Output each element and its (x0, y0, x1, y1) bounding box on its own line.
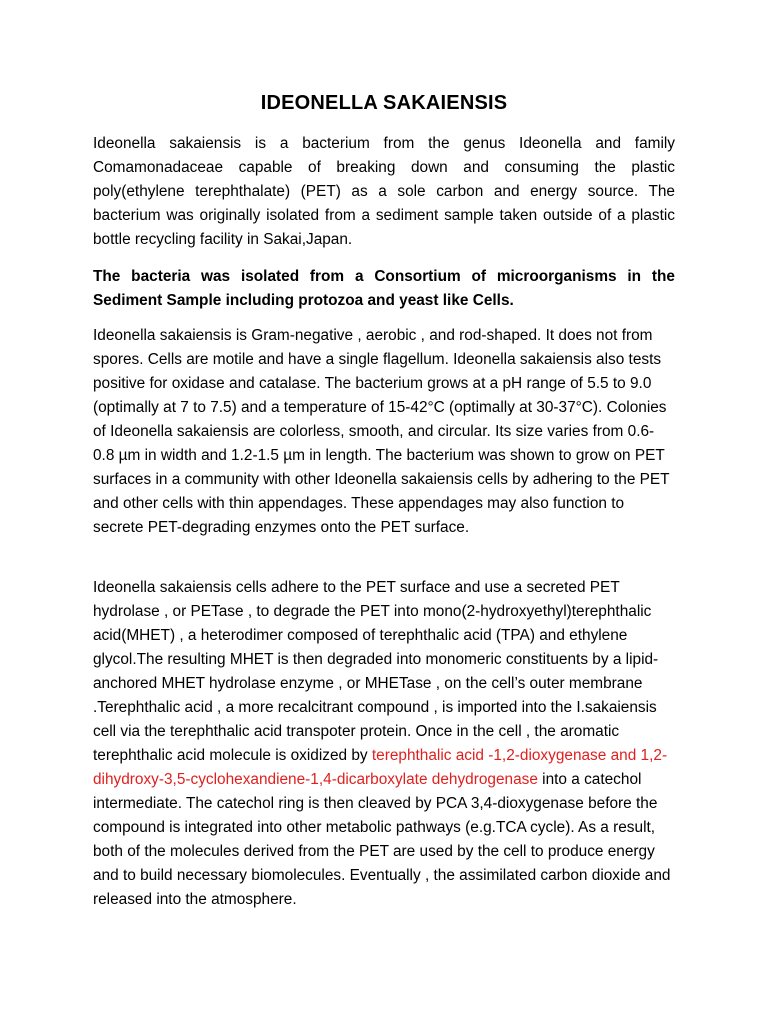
paragraph-intro: Ideonella sakaiensis is a bacterium from the genus Ideonella and family Comamonadaceae capable of breaking down and consuming the plastic poly(ethylene terephthalate) (PET) as a sole carbon and energy source. The bacterium was originally isolated from a sediment sample taken outside of a plastic bottle recycling facility in Sakai,Japan. (93, 135, 675, 248)
paragraph-degradation (93, 576, 675, 912)
enzyme-highlight: terephthalic acid -1,2-dioxygenase and 1,2-dihydroxy-3,5-cyclohexandiene-1,4-dicarboxylate dehydrogenase (93, 747, 668, 788)
paragraph-isolation: The bacteria was isolated from a Consortium of microorganisms in the Sediment Sample including protozoa and yeast like Cells. (93, 268, 675, 309)
paragraph-characteristics: Ideonella sakaiensis is Gram-negative , aerobic , and rod-shaped. It does not from spores. Cells are motile and have a single flagellum. Ideonella sakaiensis also tests positive for oxidase and catalase. The bacterium grows at a pH range of 5.5 to 9.0 (optimally at 7 to 7.5) and a temperature of 15-42°C (optimally at 30-37°C). Colonies of Ideonella sakaiensis are colorless, smooth, and circular. Its size varies from 0.6-0.8 µm in width and 1.2-1.5 µm in length. The bacterium was shown to grow on PET surfaces in a community with other Ideonella sakaiensis cells by adhering to the PET and other cells with thin appendages. These appendages may also function to secrete PET-degrading enzymes onto the PET surface. (93, 327, 670, 536)
degradation-text-before: Ideonella sakaiensis cells adhere to the PET surface and use a secreted PET hydrolase , or PETase , to degrade the PET into mono(2-hydroxyethyl)terephthalic acid(MHET) , a heterodimer composed of terephthalic acid (TPA) and ethylene glycol.The resulting MHET is then degraded into monomeric constituents by a lipid-anchored MHET hydrolase enzyme , or MHETase , on the cell’s outer membrane .Terephthalic acid , a more recalcitrant compound , is imported into the I.sakaiensis cell via the terephthalic acid transpoter protein. Once in the cell , the aromatic terephthalic acid molecule is oxidized by (93, 579, 659, 764)
degradation-text-after: into a catechol intermediate. The catechol ring is then cleaved by PCA 3,4-dioxygenase before the compound is integrated into other metabolic pathways (e.g.TCA cycle). As a result, both of the molecules derived from the PET are used by the cell to produce energy and to build necessary biomolecules. Eventually , the assimilated carbon dioxide and released into the atmosphere. (93, 771, 671, 908)
document-title: IDEONELLA SAKAIENSIS (260, 92, 508, 114)
